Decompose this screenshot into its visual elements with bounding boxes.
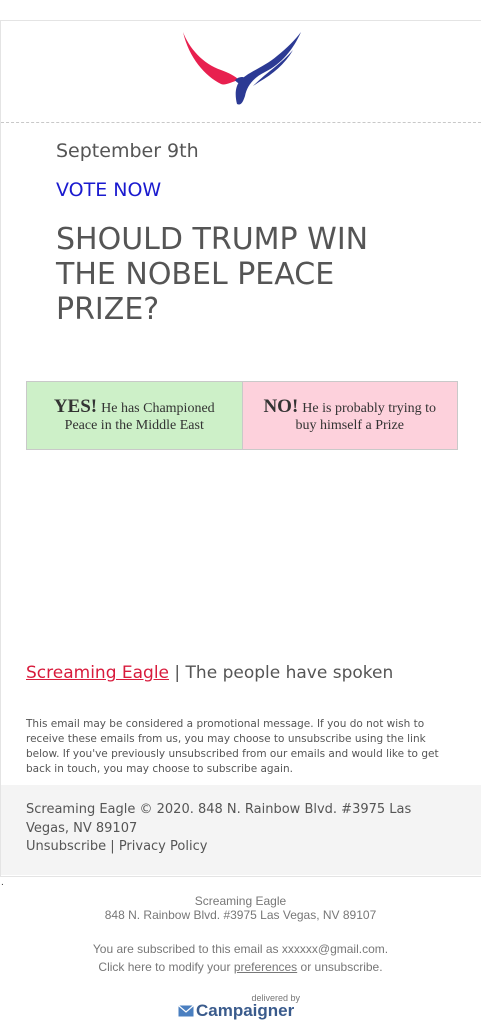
footer-address: Screaming Eagle © 2020. 848 N. Rainbow Blvd. #3975 Las Vegas, NV 89107 — [26, 802, 412, 836]
envelope-icon — [178, 1005, 194, 1017]
no-vote-button[interactable] — [243, 382, 458, 449]
modify-line — [0, 960, 481, 974]
modify-suffix: or unsubscribe. — [297, 960, 383, 974]
modify-prefix: Click here to modify your — [98, 960, 234, 974]
subscribed-line: You are subscribed to this email as xxxxxx@gmail.com. — [92, 942, 389, 956]
preferences-link[interactable]: preferences — [233, 960, 298, 974]
yes-label: YES! — [53, 395, 98, 417]
tagline-text: | The people have spoken — [169, 663, 394, 683]
campaigner-brand: Campaigner — [196, 1001, 295, 1020]
email-date: September 9th — [56, 140, 199, 162]
separator-dot: . — [1, 877, 4, 888]
email-body — [0, 20, 481, 877]
link-separator: | — [106, 839, 119, 854]
screaming-eagle-link[interactable]: Screaming Eagle — [26, 663, 170, 683]
poll-headline: SHOULD TRUMP WIN THE NOBEL PEACE PRIZE? — [56, 222, 369, 327]
campaigner-footer — [0, 894, 481, 974]
campaigner-badge[interactable] — [178, 993, 304, 1019]
org-address: 848 N. Rainbow Blvd. #3975 Las Vegas, NV 89107 — [104, 908, 377, 922]
eagle-logo-icon — [181, 30, 303, 106]
top-bar — [0, 0, 481, 21]
no-label: NO! — [263, 395, 299, 417]
tagline — [26, 663, 393, 683]
privacy-policy-link[interactable]: Privacy Policy — [118, 839, 208, 854]
yes-vote-button[interactable] — [27, 382, 243, 449]
disclaimer-text: This email may be considered a promotional message. If you do not wish to receive these emails from us, you may choose to unsubscribe using the link below. If you've previously unsubscribed from our emails and would like to get back in touch, you may choose to subscribe again. — [26, 718, 439, 775]
email-footer — [1, 785, 481, 875]
logo-header — [1, 20, 481, 123]
poll-choices — [26, 381, 458, 450]
footer-links — [26, 839, 207, 854]
org-name: Screaming Eagle — [194, 894, 287, 908]
yes-text: He has Championed Peace in the Middle East — [64, 400, 215, 433]
vote-now-heading: VOTE NOW — [56, 179, 162, 201]
delivered-by-label: delivered by — [251, 993, 300, 1003]
no-text: He is probably trying to buy himself a Prize — [295, 400, 437, 433]
unsubscribe-link[interactable]: Unsubscribe — [26, 839, 107, 854]
